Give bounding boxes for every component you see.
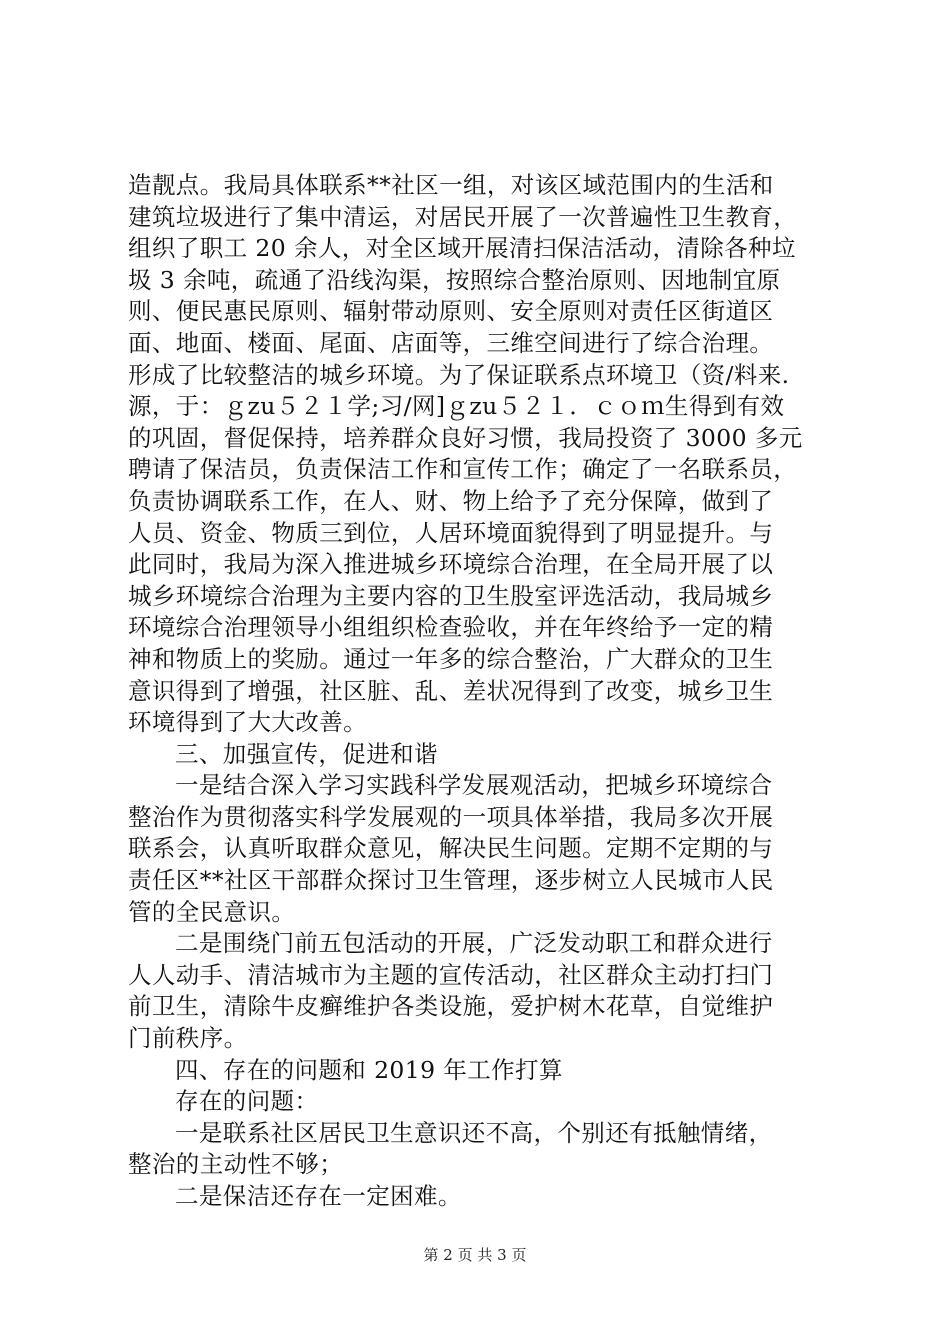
text-line: 面、地面、楼面、尾面、店面等，三维空间进行了综合治理。: [128, 328, 774, 357]
text-line: 此同时，我局为深入推进城乡环境综合治理，在全局开展了以: [128, 550, 774, 579]
text-line: 责任区**社区干部群众探讨卫生管理，逐步树立人民城市人民: [128, 866, 774, 895]
text-line: 二是围绕门前五包活动的开展，广泛发动职工和群众进行: [175, 929, 773, 958]
subheading: 存在的问题：: [175, 1087, 319, 1116]
text-line: 圾 3 余吨，疏通了沿线沟渠，按照综合整治原则、因地制宜原: [128, 265, 781, 294]
page-number-footer: 第 2 页 共 3 页: [423, 1246, 527, 1264]
text-line: 负责协调联系工作，在人、财、物上给予了充分保障，做到了: [128, 486, 774, 515]
text-line: 则、便民惠民原则、辐射带动原则、安全原则对责任区街道区: [128, 297, 774, 326]
text-line: 一是联系社区居民卫生意识还不高，个别还有抵触情绪，: [175, 1118, 773, 1147]
text-line: 神和物质上的奖励。通过一年多的综合整治，广大群众的卫生: [128, 644, 774, 673]
text-line: 意识得到了增强，社区脏、乱、差状况得到了改变，城乡卫生: [128, 676, 774, 705]
text-line: 建筑垃圾进行了集中清运，对居民开展了一次普遍性卫生教育，: [128, 202, 798, 231]
text-line: 环境得到了大大改善。: [128, 708, 367, 737]
text-line: 联系会，认真听取群众意见，解决民生问题。定期不定期的与: [128, 834, 774, 863]
text-line: 组织了职工 20 余人，对全区域开展清扫保洁活动，清除各种垃: [128, 234, 796, 263]
text-line: 环境综合治理领导小组组织检查验收，并在年终给予一定的精: [128, 613, 774, 642]
text-line: 源，于：ｇzu５２１学;习/网]ｇzu５２１．ｃｏｍ生得到有效: [128, 392, 785, 421]
document-body: [128, 170, 828, 1213]
text-line: 人人动手、清洁城市为主题的宣传活动，社区群众主动打扫门: [128, 960, 774, 989]
text-line: 人员、资金、物质三到位，人居环境面貌得到了明显提升。与: [128, 518, 774, 547]
text-line: 整治作为贯彻落实科学发展观的一项具体举措，我局多次开展: [128, 802, 774, 831]
text-line: 一是结合深入学习实践科学发展观活动，把城乡环境综合: [175, 771, 773, 800]
text-line: 门前秩序。: [128, 1024, 248, 1053]
section-heading: 四、存在的问题和 2019 年工作打算: [175, 1055, 563, 1084]
section-heading: 三、加强宣传，促进和谐: [175, 739, 438, 768]
text-line: 二是保洁还存在一定困难。: [175, 1182, 462, 1210]
text-line: 前卫生，清除牛皮癣维护各类设施，爱护树木花草，自觉维护: [128, 992, 774, 1021]
text-line: 的巩固，督促保持，培养群众良好习惯，我局投资了 3000 多元: [128, 423, 803, 452]
text-line: 形成了比较整洁的城乡环境。为了保证联系点环境卫（资/料来.: [128, 360, 790, 389]
text-line: 城乡环境综合治理为主要内容的卫生股室评选活动，我局城乡: [128, 581, 774, 610]
text-line: 聘请了保洁员，负责保洁工作和宣传工作；确定了一名联系员，: [128, 455, 798, 484]
text-line: 造靓点。我局具体联系**社区一组，对该区域范围内的生活和: [128, 171, 774, 199]
text-line: 管的全民意识。: [128, 897, 296, 926]
text-line: 整治的主动性不够；: [128, 1150, 344, 1179]
